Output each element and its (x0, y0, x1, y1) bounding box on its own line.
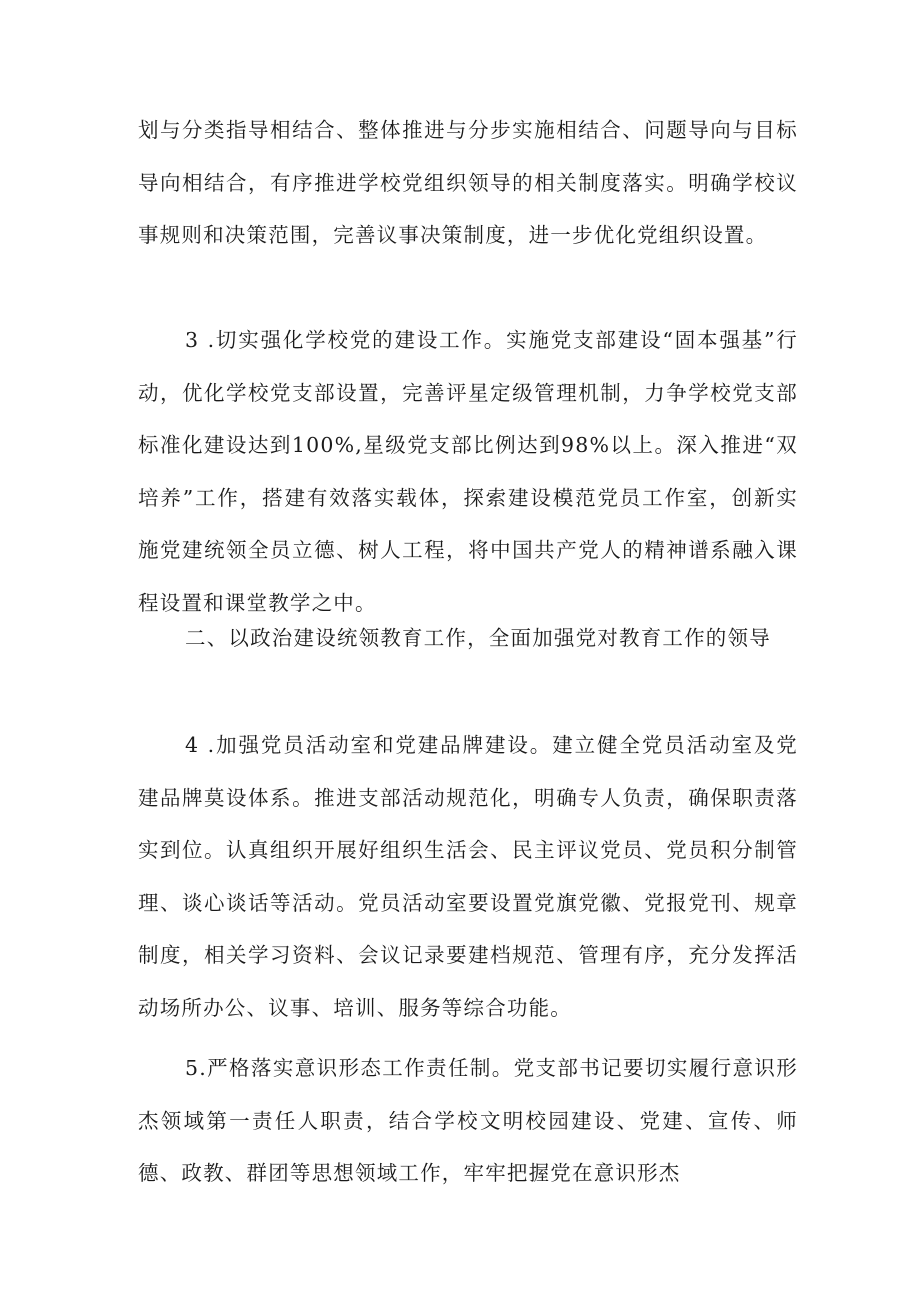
section-heading-2: 二、以政治建设统领教育工作，全面加强党对教育工作的领导 (185, 626, 771, 650)
paragraph-item-5: 5.严格落实意识形态工作责任制。党支部书记要切实履行意识形杰领域第一责任人职责，结合学校文明校园建设、党建、宣传、师德、政教、群团等思想领域工作，牢牢把握党在意识形杰 (138, 1056, 798, 1185)
paragraph-continuation: 划与分类指导相结合、整体推进与分步实施相结合、问题导向与目标导向相结合，有序推进学校党组织领导的相关制度落实。明确学校议事规则和决策范围，完善议事决策制度，进一步优化党组织设置。 (138, 118, 798, 247)
paragraph-item-4: 4 .加强党员活动室和党建品牌建设。建立健全党员活动室及党建品牌莫设体系。推进支部活动规范化，明确专人负责，确保职责落实到位。认真组织开展好组织生活会、民主评议党员、党员积分制管理、谈心谈话等活动。党员活动室要设置党旗党徽、党报党刊、规章制度，相关学习资料、会议记录要建档规范、管理有序，充分发挥活动场所办公、议事、培训、服务等综合功能。 (138, 733, 798, 1020)
paragraph-item-3: 3 .切实强化学校党的建设工作。实施党支部建设“固本强基”行动，优化学校党支部设置，完善评星定级管理机制，力争学校党支部标准化建设达到100%,星级党支部比例达到98%以上。深入推进“双培养”工作，搭建有效落实载体，探索建设模范党员工作室，创新实施党建统领全员立德、树人工程，将中国共产党人的精神谱系融入课程设置和课堂教学之中。 (138, 328, 798, 615)
